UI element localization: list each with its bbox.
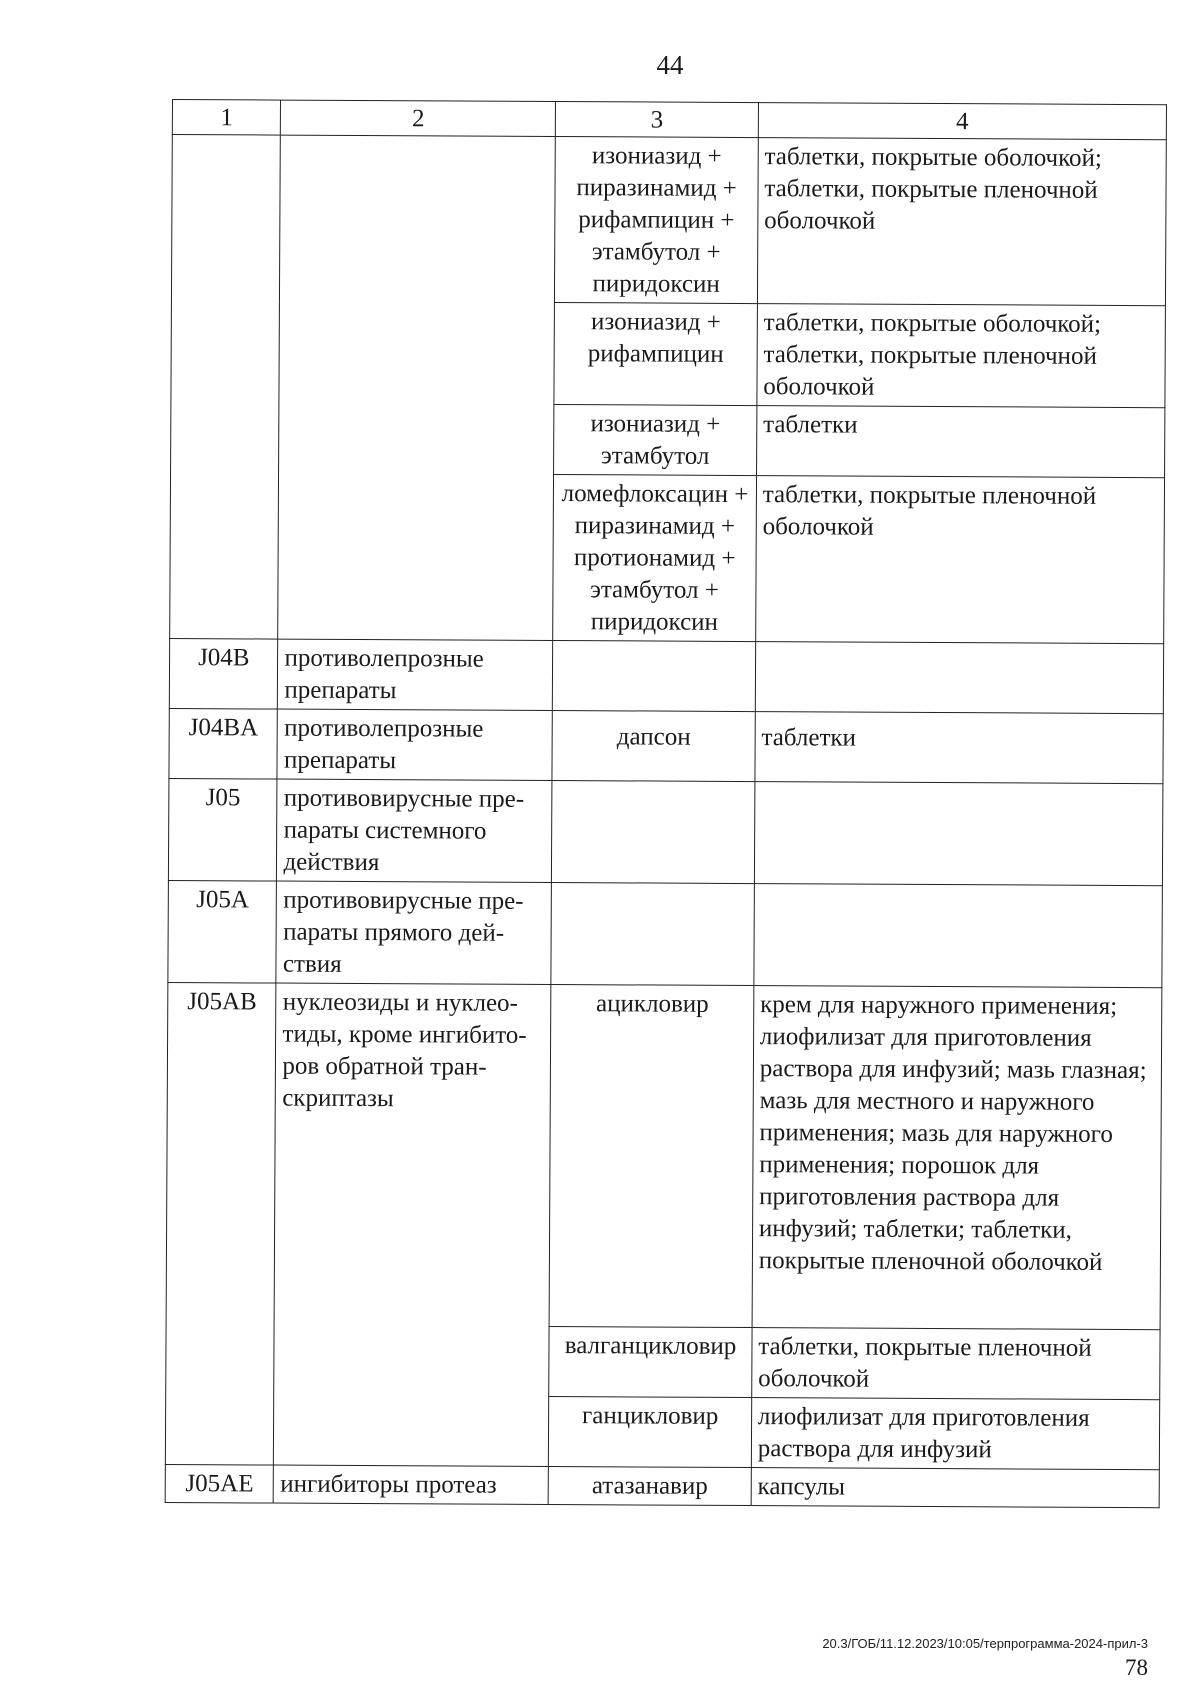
- column-header-1: 1: [172, 100, 281, 136]
- drug-table: [165, 99, 1167, 1508]
- dosage-form-cell: [754, 782, 1163, 886]
- group-name-cell: противовирусные пре-параты системного действия: [277, 779, 552, 882]
- dosage-form-cell: крем для наружного применения; лиофилизат для приготовления раствора для инфузий; мазь глазная; мазь для местного и наружного применения; мазь для наружного применения; порошок для приготовления раствора для инфузий; таблетки; таблетки, покрытые пленочной оболочкой: [752, 986, 1162, 1330]
- drug-name-cell: [551, 882, 754, 985]
- dosage-form-cell: [755, 642, 1164, 714]
- atc-code-cell: J05AE: [165, 1464, 274, 1503]
- drug-name-cell: валганцикловир: [549, 1326, 752, 1397]
- drug-name-cell: ацикловир: [549, 984, 753, 1327]
- drug-name-cell: дапсон: [552, 711, 755, 782]
- table-row: [168, 880, 1163, 987]
- table-row: [165, 1464, 1159, 1507]
- dosage-form-cell: лиофилизат для приготовления раствора для инфузий: [751, 1398, 1160, 1470]
- drug-name-cell: изониазид + рифампицин: [554, 303, 757, 406]
- drug-name-cell: изониазид + пиразинамид + рифампицин + этамбутол + пиридоксин: [555, 137, 758, 304]
- dosage-form-cell: таблетки: [756, 406, 1165, 478]
- dosage-form-cell: таблетки, покрытые пленочной оболочкой: [756, 476, 1165, 644]
- drug-name-cell: ганцикловир: [549, 1396, 752, 1467]
- group-name-cell: ингибиторы протеаз: [274, 1465, 549, 1504]
- table-header-row: [172, 100, 1166, 140]
- column-header-3: 3: [556, 102, 759, 138]
- drug-name-cell: изониазид + этамбутол: [554, 405, 757, 476]
- column-header-2: 2: [281, 100, 556, 136]
- dosage-form-cell: капсулы: [751, 1468, 1159, 1508]
- atc-code-cell: J05AB: [165, 982, 276, 1465]
- group-name-cell: противолепрозные препараты: [277, 709, 552, 780]
- footer-page-number: 78: [1125, 1655, 1148, 1680]
- page-number: 44: [656, 50, 684, 80]
- atc-code-cell: [170, 135, 281, 640]
- drug-name-cell: ломефлоксацин + пиразинамид + протионамид + этамбутол + пиридоксин: [553, 475, 756, 642]
- document-stamp: 20.3/ГОБ/11.12.2023/10:05/терпрограмма-2024-прил-3: [822, 1636, 1148, 1651]
- drug-name-cell: атазанавир: [548, 1466, 751, 1505]
- drug-name-cell: [552, 781, 755, 884]
- group-name-cell: [278, 135, 555, 640]
- table-row: [168, 778, 1163, 885]
- table-body: [165, 135, 1166, 1508]
- table-row: [166, 982, 1162, 1329]
- atc-code-cell: J05A: [168, 880, 277, 983]
- dosage-form-cell: таблетки, покрытые оболочкой; таблетки, покрытые пленочной оболочкой: [757, 138, 1166, 306]
- table-row: [171, 135, 1166, 306]
- dosage-form-cell: таблетки: [755, 712, 1164, 784]
- table-header: [172, 100, 1166, 140]
- dosage-form-cell: таблетки, покрытые оболочкой; таблетки, покрытые пленочной оболочкой: [757, 304, 1166, 408]
- group-name-cell: противолепрозные препараты: [278, 639, 553, 710]
- table-row: [169, 708, 1163, 783]
- atc-code-cell: J04B: [169, 638, 278, 709]
- column-header-4: 4: [758, 103, 1166, 140]
- group-name-cell: противовирусные пре-параты прямого дей-ствия: [276, 881, 551, 984]
- atc-code-cell: J05: [168, 778, 277, 881]
- table-row: [169, 638, 1163, 713]
- group-name-cell: нуклеозиды и нуклео-тиды, кроме ингибито-ров обратной тран-скриптазы: [274, 983, 551, 1466]
- atc-code-cell: J04BA: [169, 708, 278, 779]
- dosage-form-cell: таблетки, покрытые пленочной оболочкой: [752, 1328, 1161, 1400]
- dosage-form-cell: [754, 884, 1163, 988]
- drug-name-cell: [553, 641, 756, 712]
